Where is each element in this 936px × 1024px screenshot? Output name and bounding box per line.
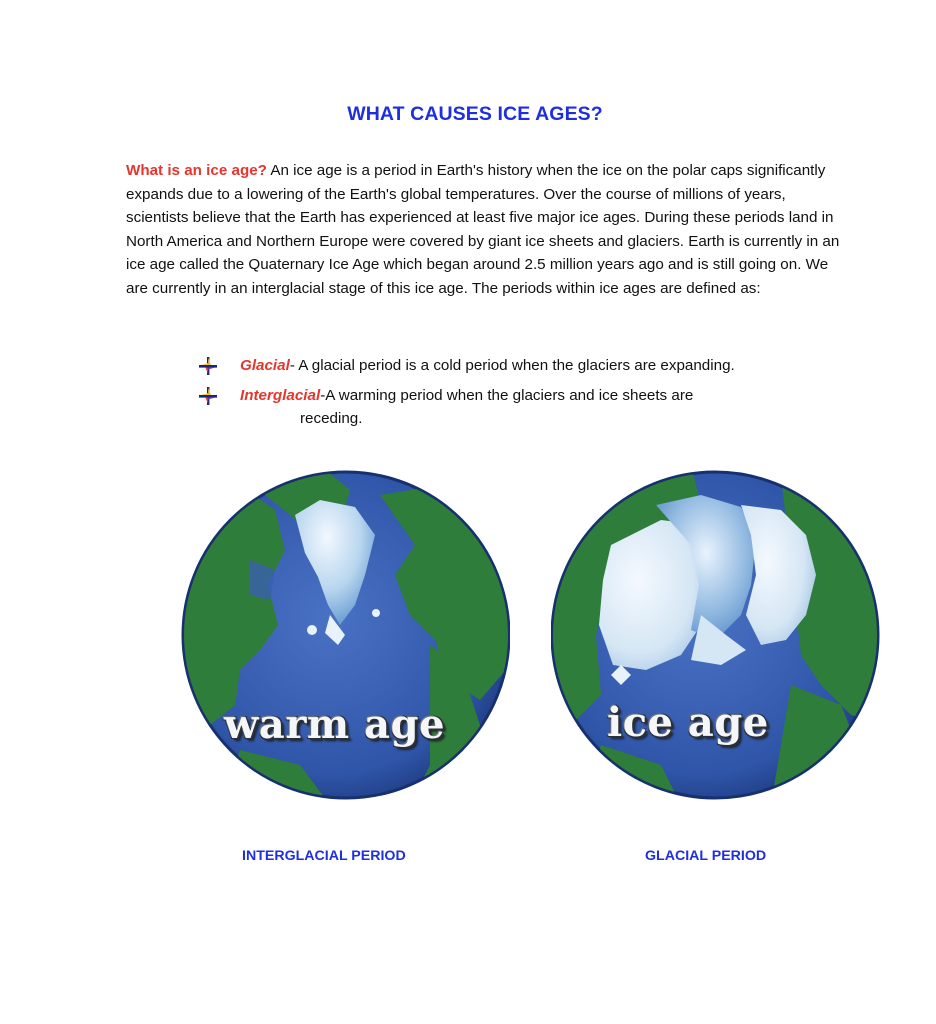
- definition-text: - A glacial period is a cold period when the glaciers are expanding.: [289, 357, 735, 374]
- glacial-caption: GLACIAL PERIOD: [645, 848, 767, 864]
- intro-text: An ice age is a period in Earth's history when the ice on the polar caps significantly expands due to a lowering of the Earth's global temperatures. Over the course of millions of years, scientists believe that the Earth has experienced at least five major ice ages. During these periods land in North America and Northern Europe were covered by giant ice sheets and glaciers. Earth is currently in an ice age called the Quaternary Ice Age which began around 2.5 million years ago and is still going on. We are currently in an interglacial stage of this ice age. The periods within ice ages are defined as:: [126, 162, 840, 297]
- definition-term: Interglacial: [240, 386, 321, 404]
- page-title: WHAT CAUSES ICE AGES?: [347, 103, 603, 125]
- warm-age-label: warm age: [224, 701, 446, 748]
- definition-term: Glacial: [240, 357, 290, 374]
- intro-lead: What is an ice age?: [126, 162, 267, 179]
- definitions-list: [198, 354, 838, 431]
- definition-text-continued: receding.: [300, 410, 363, 427]
- star-cross-bullet-icon: [198, 357, 218, 375]
- ice-age-globe-image: [551, 465, 881, 805]
- warm-age-globe-image: [180, 465, 510, 805]
- star-cross-bullet-icon: [198, 387, 218, 405]
- definition-text: -A warming period when the glaciers and ice sheets are: [320, 386, 694, 404]
- interglacial-caption: INTERGLACIAL PERIOD: [242, 848, 406, 864]
- ice-age-label: ice age: [607, 699, 769, 746]
- definition-glacial: [198, 354, 838, 378]
- definition-interglacial: [198, 384, 838, 431]
- intro-paragraph: [126, 159, 841, 301]
